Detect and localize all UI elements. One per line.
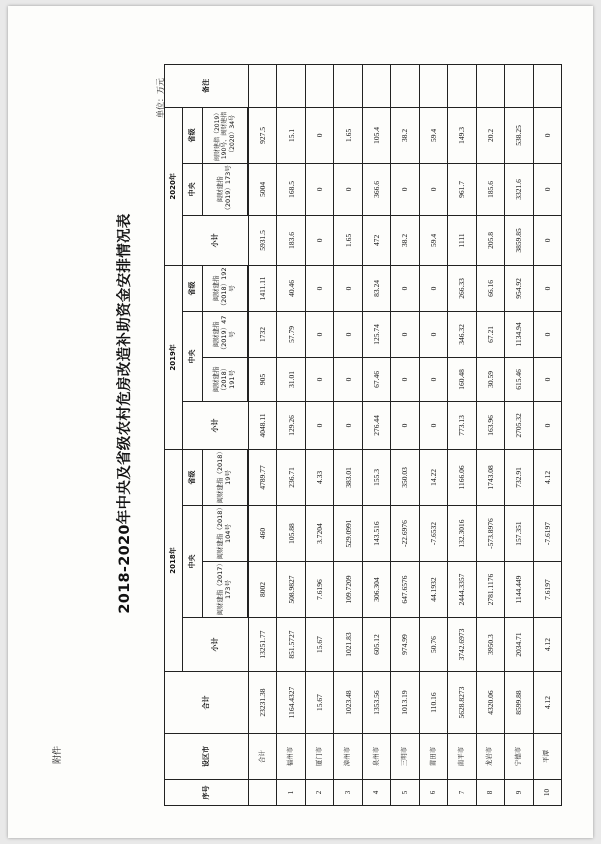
cell-city: 合计 (249, 734, 277, 780)
cell-c20: 185.6 (476, 163, 504, 215)
cell-p18: 4.33 (305, 449, 333, 505)
cell-city: 漳州市 (334, 734, 362, 780)
cell-p18: 1743.08 (476, 449, 504, 505)
cell-city: 龙岩市 (476, 734, 504, 780)
cell-p19: 0 (391, 265, 419, 311)
page-title: 2018-2020年中央及省级农村危房改造补助资金安排情况表 (117, 213, 133, 614)
cell-p18: 155.3 (362, 449, 390, 505)
cell-city: 莆田市 (419, 734, 447, 780)
cell-p18: 236.71 (277, 449, 305, 505)
cell-s19: 2705.32 (505, 401, 533, 449)
cell-city: 宁德市 (505, 734, 533, 780)
header-2018-central: 中央 (183, 506, 203, 618)
header-2020-provincial: 省级 (183, 107, 203, 163)
header-total: 合计 (165, 672, 249, 734)
cell-s20: 3859.85 (505, 215, 533, 265)
cell-c18b: -573.8976 (476, 506, 504, 562)
cell-c19b: 0 (419, 311, 447, 357)
cell-total: 8599.88 (505, 672, 533, 734)
cell-c19a: 0 (533, 357, 561, 401)
cell-c18b: -7.6532 (419, 506, 447, 562)
header-index: 序号 (165, 780, 249, 806)
funding-table (164, 64, 562, 806)
cell-remark (419, 64, 447, 107)
cell-total: 4320.06 (476, 672, 504, 734)
cell-p19: 0 (419, 265, 447, 311)
cell-c19a: 30.59 (476, 357, 504, 401)
cell-remark (249, 64, 277, 107)
cell-c19b: 0 (391, 311, 419, 357)
cell-s18: 3950.3 (476, 618, 504, 672)
cell-p18: 732.91 (505, 449, 533, 505)
cell-idx: 10 (533, 780, 561, 806)
cell-city: 南平市 (448, 734, 476, 780)
cell-s19: 4048.11 (249, 401, 277, 449)
table-row (391, 64, 419, 805)
cell-c19a: 905 (249, 357, 277, 401)
cell-c19a: 0 (334, 357, 362, 401)
cell-c19b: 0 (533, 311, 561, 357)
cell-c18b: 105.88 (277, 506, 305, 562)
cell-city: 泉州市 (362, 734, 390, 780)
cell-c18b: 460 (249, 506, 277, 562)
cell-c18a: 1144.449 (505, 562, 533, 618)
cell-c18a: 8002 (249, 562, 277, 618)
cell-s19: 276.44 (362, 401, 390, 449)
cell-s20: 183.6 (277, 215, 305, 265)
cell-s18: 1021.83 (334, 618, 362, 672)
table-row (277, 64, 305, 805)
cell-p20: 927.5 (249, 107, 277, 163)
cell-idx: 3 (334, 780, 362, 806)
cell-p20: 0 (533, 107, 561, 163)
cell-total: 1164.4327 (277, 672, 305, 734)
cell-p19: 1411.11 (249, 265, 277, 311)
cell-idx: 4 (362, 780, 390, 806)
cell-c18a: 647.6576 (391, 562, 419, 618)
cell-p19: 954.92 (505, 265, 533, 311)
cell-c19b: 346.32 (448, 311, 476, 357)
cell-s19: 0 (334, 401, 362, 449)
cell-idx: 6 (419, 780, 447, 806)
header-doc-2019-47: 闽财建指（2019）47号 (203, 311, 248, 357)
cell-s20: 1.65 (334, 215, 362, 265)
cell-p20: 1.65 (334, 107, 362, 163)
cell-city: 平潭 (533, 734, 561, 780)
cell-s20: 205.8 (476, 215, 504, 265)
cell-c20: 0 (391, 163, 419, 215)
header-2018-subtotal: 小计 (183, 618, 249, 672)
cell-idx: 2 (305, 780, 333, 806)
cell-total: 1353.56 (362, 672, 390, 734)
cell-p19: 0 (334, 265, 362, 311)
table-row (419, 64, 447, 805)
header-2018-provincial: 省级 (183, 449, 203, 505)
cell-s20: 472 (362, 215, 390, 265)
cell-s18: 50.76 (419, 618, 447, 672)
cell-p20: 59.4 (419, 107, 447, 163)
cell-c18a: 508.9827 (277, 562, 305, 618)
cell-s19: 0 (533, 401, 561, 449)
cell-s18: 605.12 (362, 618, 390, 672)
cell-idx: 9 (505, 780, 533, 806)
cell-p18: 383.01 (334, 449, 362, 505)
cell-s19: 163.96 (476, 401, 504, 449)
unit-label: 单位：万元 (156, 78, 165, 118)
cell-c18a: 109.7209 (334, 562, 362, 618)
cell-s18: 13251.77 (249, 618, 277, 672)
cell-s20: 59.4 (419, 215, 447, 265)
header-2019-provincial: 省级 (183, 265, 203, 311)
cell-c18a: 44.1932 (419, 562, 447, 618)
cell-p18: 1166.06 (448, 449, 476, 505)
cell-s18: 15.67 (305, 618, 333, 672)
cell-remark (362, 64, 390, 107)
table-row (334, 64, 362, 805)
cell-p19: 40.46 (277, 265, 305, 311)
cell-p20: 105.4 (362, 107, 390, 163)
header-city: 设区市 (165, 734, 249, 780)
cell-total: 5628.8273 (448, 672, 476, 734)
cell-city: 厦门市 (305, 734, 333, 780)
cell-s19: 0 (305, 401, 333, 449)
cell-total: 1013.19 (391, 672, 419, 734)
header-2020-subtotal: 小计 (183, 215, 249, 265)
cell-c19a: 615.46 (505, 357, 533, 401)
cell-p18: 350.03 (391, 449, 419, 505)
cell-remark (305, 64, 333, 107)
cell-p19: 266.33 (448, 265, 476, 311)
cell-s18: 2034.71 (505, 618, 533, 672)
cell-c19a: 0 (391, 357, 419, 401)
table-row (305, 64, 333, 805)
cell-s20: 38.2 (391, 215, 419, 265)
header-remark: 备注 (165, 64, 249, 107)
cell-c18b: 3.7204 (305, 506, 333, 562)
cell-c18b: 157.351 (505, 506, 533, 562)
cell-c19a: 0 (305, 357, 333, 401)
cell-p19: 66.16 (476, 265, 504, 311)
cell-c20: 366.6 (362, 163, 390, 215)
cell-c20: 0 (533, 163, 561, 215)
cell-p18: 4789.77 (249, 449, 277, 505)
cell-c20: 0 (305, 163, 333, 215)
cell-c19b: 57.79 (277, 311, 305, 357)
cell-c19a: 160.48 (448, 357, 476, 401)
cell-idx (249, 780, 277, 806)
cell-s18: 3742.6973 (448, 618, 476, 672)
cell-idx: 5 (391, 780, 419, 806)
header-doc-2019-190-2020-34: 闽财建指（2019）190号、闽财建指（2020）34号 (203, 107, 248, 163)
cell-p20: 38.2 (391, 107, 419, 163)
cell-c19b: 1732 (249, 311, 277, 357)
cell-p19: 0 (305, 265, 333, 311)
cell-c18a: 2444.3357 (448, 562, 476, 618)
cell-c20: 0 (419, 163, 447, 215)
cell-c19b: 67.21 (476, 311, 504, 357)
cell-remark (334, 64, 362, 107)
table-row (448, 64, 476, 805)
cell-p18: 14.22 (419, 449, 447, 505)
cell-total: 110.16 (419, 672, 447, 734)
cell-c18b: -7.6197 (533, 506, 561, 562)
cell-total: 15.67 (305, 672, 333, 734)
header-2018: 2018年 (165, 449, 183, 671)
cell-p20: 538.25 (505, 107, 533, 163)
cell-c20: 961.7 (448, 163, 476, 215)
table-row (476, 64, 504, 805)
cell-s19: 0 (391, 401, 419, 449)
cell-total: 1023.48 (334, 672, 362, 734)
cell-c18a: 7.6197 (533, 562, 561, 618)
cell-p20: 149.3 (448, 107, 476, 163)
header-2020-central: 中央 (183, 163, 203, 215)
cell-total: 23231.38 (249, 672, 277, 734)
cell-c19b: 0 (305, 311, 333, 357)
cell-c18b: 529.0991 (334, 506, 362, 562)
table-body (249, 64, 562, 805)
table-row (505, 64, 533, 805)
cell-city: 三明市 (391, 734, 419, 780)
cell-s20: 0 (533, 215, 561, 265)
cell-s18: 4.12 (533, 618, 561, 672)
cell-c19b: 1134.94 (505, 311, 533, 357)
cell-c18b: -22.6976 (391, 506, 419, 562)
table-container (164, 65, 562, 806)
header-doc-2018-104: 闽财建指（2018）104号 (203, 506, 248, 562)
cell-idx: 7 (448, 780, 476, 806)
cell-c19a: 31.01 (277, 357, 305, 401)
cell-c18b: 143.516 (362, 506, 390, 562)
cell-remark (277, 64, 305, 107)
header-doc-2018-192: 闽财建指（2018）192号 (203, 265, 248, 311)
cell-p20: 15.1 (277, 107, 305, 163)
cell-c20: 0 (334, 163, 362, 215)
cell-s19: 773.13 (448, 401, 476, 449)
cell-s18: 851.5727 (277, 618, 305, 672)
cell-remark (391, 64, 419, 107)
cell-remark (505, 64, 533, 107)
cell-idx: 8 (476, 780, 504, 806)
cell-s19: 0 (419, 401, 447, 449)
cell-idx: 1 (277, 780, 305, 806)
cell-s20: 1111 (448, 215, 476, 265)
header-2020: 2020年 (165, 107, 183, 265)
table-total-row (249, 64, 277, 805)
cell-c19b: 0 (334, 311, 362, 357)
cell-c20: 5004 (249, 163, 277, 215)
cell-s20: 0 (305, 215, 333, 265)
cell-s19: 129.26 (277, 401, 305, 449)
header-doc-2017-173: 闽财建指（2017）173号 (203, 562, 248, 618)
cell-c18a: 7.6196 (305, 562, 333, 618)
cell-s20: 5931.5 (249, 215, 277, 265)
cell-c19b: 125.74 (362, 311, 390, 357)
cell-city: 福州市 (277, 734, 305, 780)
cell-c18a: 306.304 (362, 562, 390, 618)
cell-c18b: 132.3016 (448, 506, 476, 562)
cell-c20: 3321.6 (505, 163, 533, 215)
header-2019-central: 中央 (183, 311, 203, 401)
cell-remark (533, 64, 561, 107)
cell-total: 4.12 (533, 672, 561, 734)
cell-s18: 974.99 (391, 618, 419, 672)
cell-c18a: 2781.1176 (476, 562, 504, 618)
cell-p18: 4.12 (533, 449, 561, 505)
cell-c19a: 0 (419, 357, 447, 401)
cell-p20: 20.2 (476, 107, 504, 163)
cell-p19: 83.24 (362, 265, 390, 311)
attachment-label: 附件 (53, 745, 63, 764)
table-row (533, 64, 561, 805)
header-2019-subtotal: 小计 (183, 401, 249, 449)
header-2019: 2019年 (165, 265, 183, 449)
header-doc-2019-173: 闽财建指（2019）173号 (203, 163, 248, 215)
cell-remark (476, 64, 504, 107)
cell-c19a: 67.46 (362, 357, 390, 401)
table-row (362, 64, 390, 805)
cell-c20: 168.5 (277, 163, 305, 215)
cell-p20: 0 (305, 107, 333, 163)
header-doc-2018-19: 闽财建指（2018）19号 (203, 449, 248, 505)
cell-remark (448, 64, 476, 107)
cell-p19: 0 (533, 265, 561, 311)
header-doc-2018-191: 闽财建指（2018）191号 (203, 357, 248, 401)
